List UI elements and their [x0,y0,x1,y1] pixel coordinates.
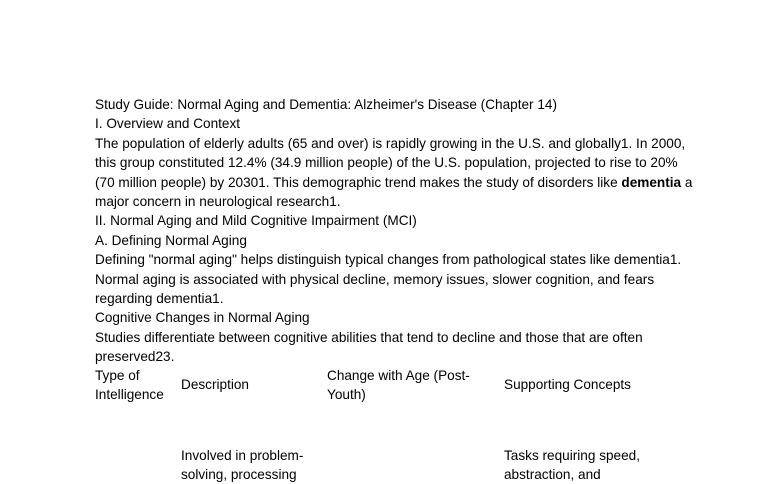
overview-text-end: a major concern in neurological research1. [95,174,693,210]
overview-text-start: The population of elderly adults (65 and over) is rapidly growing in the U.S. and globally1. In 2000, this group constituted 12.4% (34.9 million people) of the U.S. population, projected to rise to 20% (70 million people) by 20301. This demographic trend makes the study of disorders like [95,135,686,190]
cognitive-changes-heading: Cognitive Changes in Normal Aging [95,310,310,326]
defining-normal-aging-paragraph: Defining "normal aging" helps distinguish typical changes from pathological states like dementia1. Normal aging is associated with physical decline, memory issues, slower cognition, and fears regarding dementia1. [95,252,682,307]
dementia-term: dementia [621,174,682,190]
table-cell: Tasks requiring speed, abstraction, and [504,448,641,482]
section-heading-overview: I. Overview and Context [95,116,241,132]
cognitive-changes-paragraph: Studies differentiate between cognitive abilities that tend to decline and those that are often preserved23. [95,329,643,365]
table-header-cell: Supporting Concepts [504,377,631,392]
table-header-cell: Type of Intelligence [95,368,164,402]
document-body [95,95,695,367]
intelligence-table [95,367,735,482]
document-title: Study Guide: Normal Aging and Dementia: Alzheimer's Disease (Chapter 14) [95,97,557,112]
table-cell: Involved in problem-solving, processing [181,448,304,482]
overview-paragraph [95,134,695,212]
table-header-cell: Change with Age (Post-Youth) [327,368,470,402]
section-heading-normal-aging-mci: II. Normal Aging and Mild Cognitive Impairment (MCI) [95,213,417,229]
subsection-heading-defining-normal-aging: A. Defining Normal Aging [95,232,247,248]
table-header-row [95,367,735,407]
table-header-cell: Description [181,377,249,392]
